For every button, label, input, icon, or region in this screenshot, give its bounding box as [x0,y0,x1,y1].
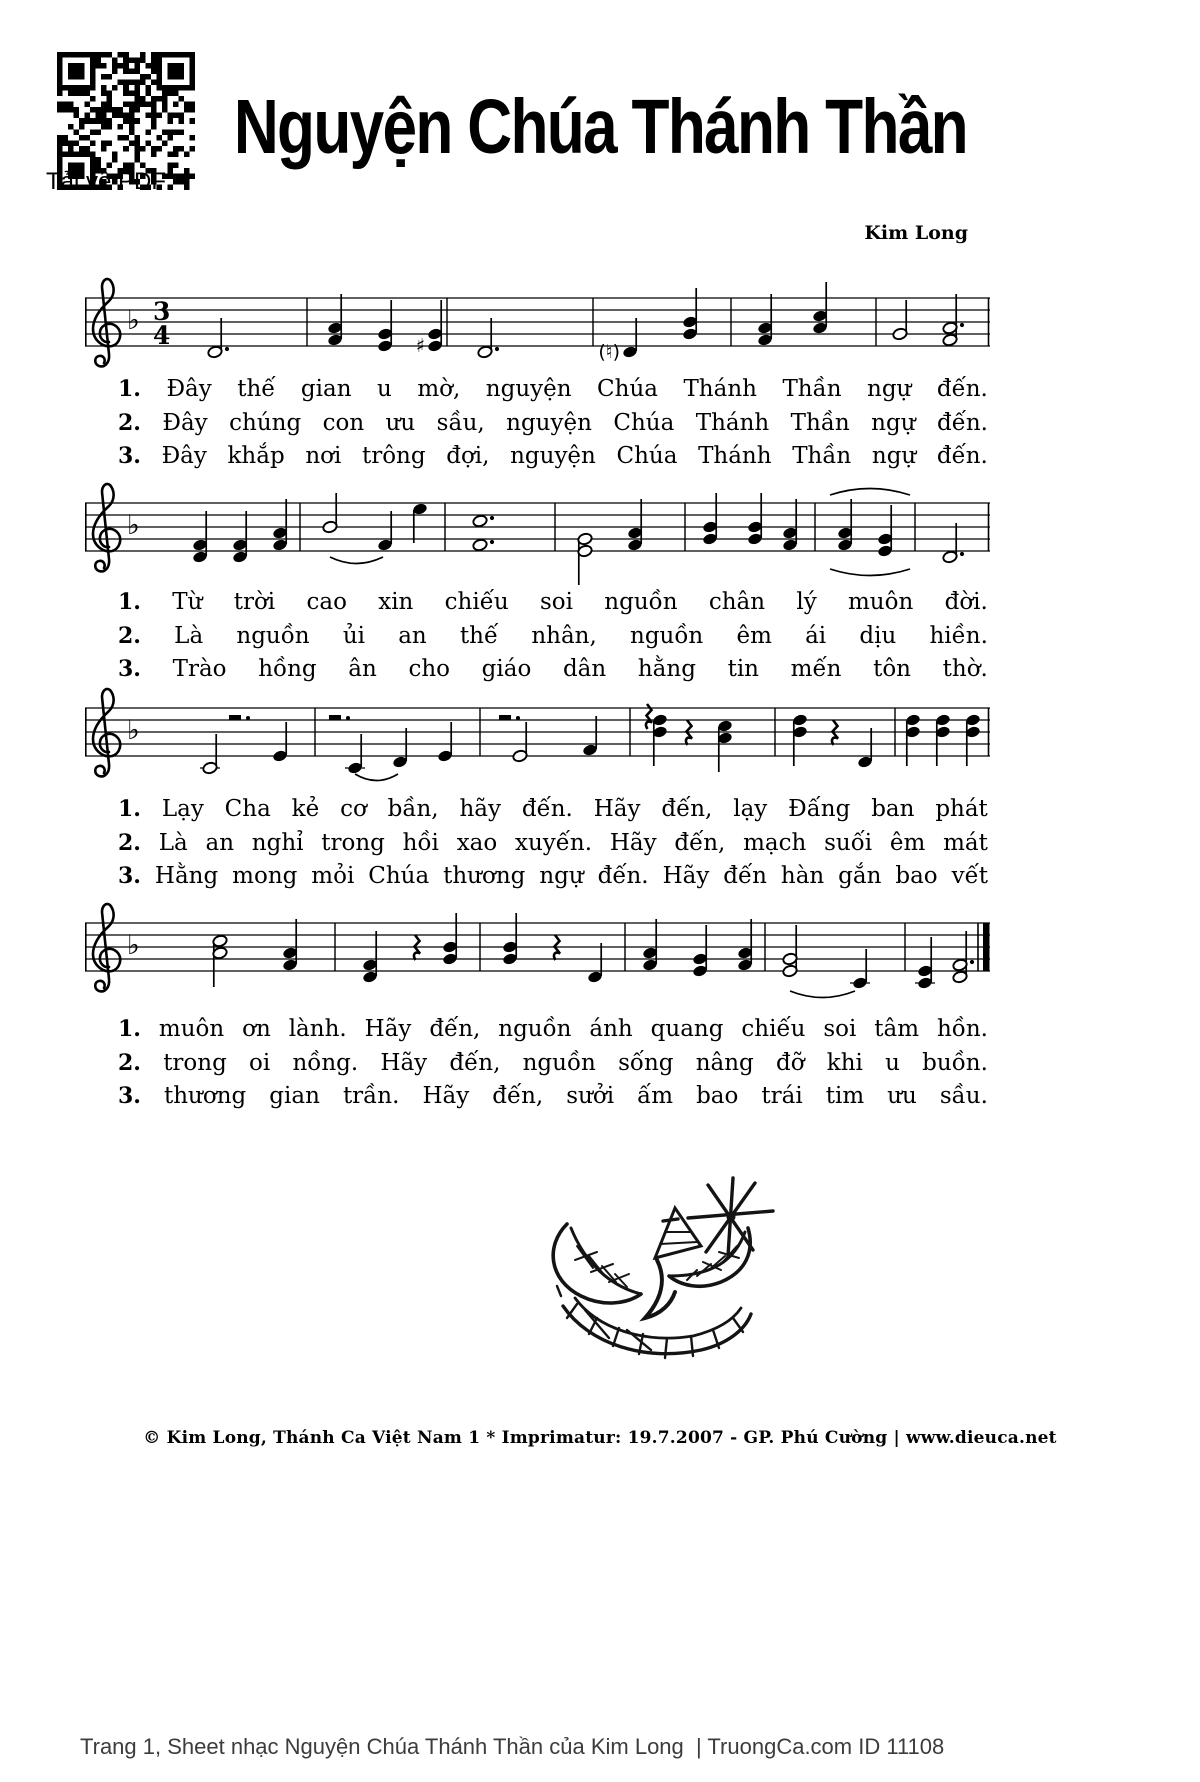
lyric-word: đến [723,863,767,889]
note [905,713,921,766]
lyric-word: lý [796,589,817,615]
note [416,300,443,357]
lyric-word: Lạy [161,796,204,822]
time-signature [153,297,170,350]
lyric-word: nguồn [604,589,678,615]
note [207,318,229,359]
lyric-word: đến. [936,443,988,469]
treble-clef-icon [93,279,120,366]
lyric-word: Đây [162,409,208,436]
note [792,713,808,766]
flat-key-signature: ♭ [127,305,140,336]
verse-line [118,1083,988,1117]
lyric-word: mỏi [311,863,355,889]
lyric-word: Thần [790,409,850,436]
lyric-word: mạch [743,829,807,856]
tie-slur [330,557,383,564]
lyric-word: đợi, [446,443,490,469]
lyric-word: quang [650,1016,724,1042]
verse-line [118,796,988,830]
note [437,722,453,763]
note [442,913,458,966]
lyric-word: Là [174,622,204,649]
lyric-word: thờ. [942,656,988,682]
note [757,294,773,347]
lyric-word: ủi [342,622,365,649]
lyric-word: tôn [873,656,911,682]
verse-number: 1. [118,376,141,402]
note [627,499,643,552]
verse-number: 3. [118,1083,141,1109]
note [942,294,964,347]
note [692,925,708,978]
note [935,713,951,766]
lyric-word: ân [348,656,377,682]
verse-line [118,443,988,477]
treble-clef-icon [93,689,120,776]
lyric-word: khi [826,1049,863,1076]
lyric-word: êm [736,622,772,649]
lyric-word: trong [163,1049,227,1076]
lyric-word: xuyến. [514,829,593,856]
lyric-word: mong [232,863,298,889]
lyric-word: trong [321,829,385,856]
note [702,493,718,546]
lyric-word: nâng [695,1049,754,1076]
verse-line [118,1016,988,1050]
svg-text:♯: ♯ [415,335,425,357]
lyric-word: Đây [166,376,212,402]
note [747,493,763,546]
copyright-line: © Kim Long, Thánh Ca Việt Nam 1 * Imprimatur: 19.7.2007 - GP. Phú Cường | www.dieuca.net [143,1428,1057,1448]
lyric-word: ấm [637,1083,674,1109]
verse-number: 3. [118,656,141,682]
lyric-word: chiếu [741,1016,806,1042]
note [837,499,853,552]
lyric-word: thế [237,376,276,402]
note [200,734,220,775]
lyric-word: ngự [871,409,916,436]
lyric-word: cho [408,656,450,682]
lyric-word: mến [790,656,842,682]
note [582,716,598,757]
lyric-word: soi [823,1016,857,1042]
note [737,919,753,972]
verse-number: 3. [118,863,141,889]
note [272,499,288,552]
verse-line [118,1050,988,1084]
lyric-word: con [322,409,365,436]
lyric-word: nguyện [485,376,572,402]
lyric-word: cơ [340,796,367,822]
lyric-word: đến. [936,409,988,436]
lyric-word: thương [164,1083,247,1109]
note [915,937,935,990]
note [502,913,518,966]
note [377,511,393,552]
lyric-word: cao [306,589,347,615]
lyric-word: Đây [161,443,207,469]
dove-right-wing [669,1228,750,1286]
lyric-word: ái [805,622,827,649]
lyric-word: xao [456,829,498,856]
note [472,538,494,552]
verse-line [118,589,988,623]
note [717,719,733,772]
lyric-word: muôn [848,589,914,615]
note [282,919,298,972]
lyric-word: tim [825,1083,865,1109]
note [965,713,981,766]
lyric-word: ưu [887,1083,917,1109]
tie-slur [355,774,398,781]
lyric-word: dân [562,656,607,682]
verse-number: 1. [118,1016,141,1042]
note [892,300,908,341]
staff-system-3 [85,678,990,798]
lyric-word: vết [951,863,988,889]
lyric-word: ban [871,796,915,822]
note [322,493,338,534]
lyric-word: ngự [867,376,912,402]
staff-system-4 [85,893,990,1013]
lyric-word: Cha [224,796,271,822]
lyric-word: bao [895,863,938,889]
lyric-word: Hãy [593,796,641,822]
lyric-word: Chúa [368,863,430,889]
lyric-word: an [398,622,427,649]
lyric-word: giáo [481,656,532,682]
note [812,282,828,335]
lyric-word: hồng [258,656,317,682]
lyric-word: sầu. [939,1083,988,1109]
lyric-word: chúng [229,409,302,436]
lyric-word: Chúa [597,376,658,402]
lyric-word: Là [158,829,188,856]
note [272,722,288,763]
lyric-word: lạy [733,796,768,822]
note [877,505,893,558]
lyric-word: hồi [402,829,439,856]
lyric-word: khắp [227,443,285,469]
lyric-word: suối [824,829,873,856]
lyric-word: hồn. [936,1016,988,1042]
lyric-word: nguyện [510,443,596,469]
lyric-word: Chúa [616,443,678,469]
lyric-word: thương [443,863,526,889]
lyric-word: sống [618,1049,674,1076]
lyric-word: tin [727,656,759,682]
note [782,499,798,552]
note [377,300,393,353]
verse-number: 3. [118,443,141,469]
lyrics-block-3 [118,796,988,897]
lyric-word: oi [249,1049,271,1076]
lyric-word: Hãy [662,863,710,889]
lyrics-block-2 [118,589,988,690]
lyric-word: bần, [387,796,439,822]
lyric-word: Trào [172,656,227,682]
lyric-word: hãy [459,796,502,822]
lyric-word: Từ [172,589,203,615]
lyric-word: Hãy [364,1016,412,1042]
lyric-word: gắn [838,863,882,889]
lyric-word: nơi [305,443,342,469]
lyric-word: ngự [871,443,917,469]
note [412,502,428,543]
note [362,931,378,984]
verse-number: 2. [118,409,141,436]
lyric-word: đến. [597,863,649,889]
lyric-word: Hãy [609,829,657,856]
verse-line [118,376,988,410]
treble-clef-icon [93,484,120,571]
note [232,511,248,564]
lyric-word: kẻ [291,796,320,822]
svg-text:(♮): (♮) [598,341,620,363]
lyric-word: phát [935,796,988,822]
lyric-word: trời [233,589,276,615]
lyric-word: êm [889,829,926,856]
verse-number: 2. [118,1049,141,1076]
page-title [0,84,1200,174]
lyric-word: mát [943,829,988,856]
note [952,931,974,984]
lyric-word: Thần [782,376,842,402]
lyric-word: đến, [492,1083,544,1109]
lyric-word: nguồn [498,1016,572,1042]
lyric-word: nồng. [292,1049,359,1076]
note [512,722,528,763]
note [857,728,873,769]
flat-key-signature: ♭ [127,715,140,746]
lyric-word: đến, [674,829,726,856]
lyric-word: đến. [936,376,988,402]
staff-system-2 [85,473,990,593]
note [345,734,365,775]
lyric-word: nghỉ [251,829,304,856]
lyric-word: chân [708,589,766,615]
lyric-word: Thánh [683,376,757,402]
note [782,925,798,978]
note [477,318,499,359]
lyric-word: nguyện [506,409,592,436]
lyric-word: đến, [429,1016,481,1042]
lyric-word: ưu [385,409,416,436]
composer-name: Kim Long [864,222,968,244]
lyric-word: Chúa [613,409,675,436]
verse-line [118,410,988,444]
lyric-word: ơn [242,1016,271,1042]
final-barline-thick [983,923,990,971]
note [682,288,698,341]
lyric-word: u [377,376,392,402]
lyric-word: sầu, [436,409,485,436]
staff-system-1 [85,268,990,388]
lyric-word: buồn. [922,1049,988,1076]
note [472,514,494,528]
dove-left-wing [553,1224,641,1303]
lyric-word: gian [269,1083,320,1109]
note [577,532,593,585]
lyric-word: mờ, [417,376,461,402]
lyric-word: trông [361,443,426,469]
treble-clef-icon [93,904,120,991]
note [327,294,343,347]
lyric-word: hiền. [929,622,988,649]
lyric-word: muôn [158,1016,225,1042]
lyric-word: trái [761,1083,803,1109]
svg-text:3: 3 [153,297,171,326]
lyric-word: nhân, [531,622,597,649]
note [642,919,658,972]
flat-key-signature: ♭ [127,510,140,541]
lyric-word: chiếu [444,589,509,615]
tie-slur [790,991,855,998]
note [942,523,964,564]
svg-text:4: 4 [153,321,171,350]
lyric-word: đến, [449,1049,501,1076]
note [598,318,638,363]
lyric-word: hằng [637,656,696,682]
lyric-word: nguồn [522,1049,596,1076]
lyric-word: tâm [874,1016,920,1042]
lyric-word: đỡ [775,1049,805,1076]
lyric-word: trần. [342,1083,400,1109]
verse-number: 1. [118,589,141,615]
lyric-word: u [885,1049,900,1076]
lyric-word: Thánh [698,443,772,469]
verse-number: 1. [118,796,141,822]
dove-body [645,1208,701,1318]
lyric-word: ngự [539,863,584,889]
lyric-word: nguồn [630,622,704,649]
note [192,511,208,564]
footer-text: Trang 1, Sheet nhạc Nguyện Chúa Thánh Thần của Kim Long | TruongCa.com ID 11108 [80,1734,945,1759]
lyric-word: nguồn [236,622,310,649]
lyric-word: đến, [661,796,713,822]
dove-illustration [505,1168,795,1378]
verse-number: 2. [118,829,141,856]
song-title: Nguyện Chúa Thánh Thần [233,83,967,170]
lyric-word: sưởi [566,1083,615,1109]
note [392,728,408,769]
lyric-word: Thần [792,443,852,469]
lyrics-block-1 [118,376,988,477]
lyric-word: xin [378,589,414,615]
note [212,934,228,987]
tie-slur [830,489,910,496]
flat-key-signature: ♭ [127,930,140,961]
verse-number: 2. [118,622,141,649]
lyric-word: soi [539,589,573,615]
lyric-word: Đấng [788,796,851,822]
qr-download-label[interactable]: Tải về PDF [46,168,167,195]
lyric-word: an [205,829,235,856]
lyric-word: Hằng [154,863,219,889]
lyric-word: Hãy [380,1049,428,1076]
lyric-word: đời. [944,589,988,615]
lyric-word: gian [300,376,352,402]
lyric-word: Hãy [422,1083,470,1109]
lyric-word: Thánh [695,409,770,436]
lyric-word: lành. [288,1016,347,1042]
lyric-word: ánh [589,1016,633,1042]
verse-line [118,623,988,657]
lyrics-block-4 [118,1016,988,1117]
lyric-word: hàn [780,863,825,889]
lyric-word: bao [696,1083,739,1109]
lyric-word: dịu [859,622,897,649]
tie-slur [830,569,910,576]
verse-line [118,830,988,864]
note [652,713,668,766]
verse-line [118,863,988,897]
note [587,943,603,984]
note [850,949,870,990]
lyric-word: đến. [521,796,573,822]
lyric-word: thế [459,622,499,649]
